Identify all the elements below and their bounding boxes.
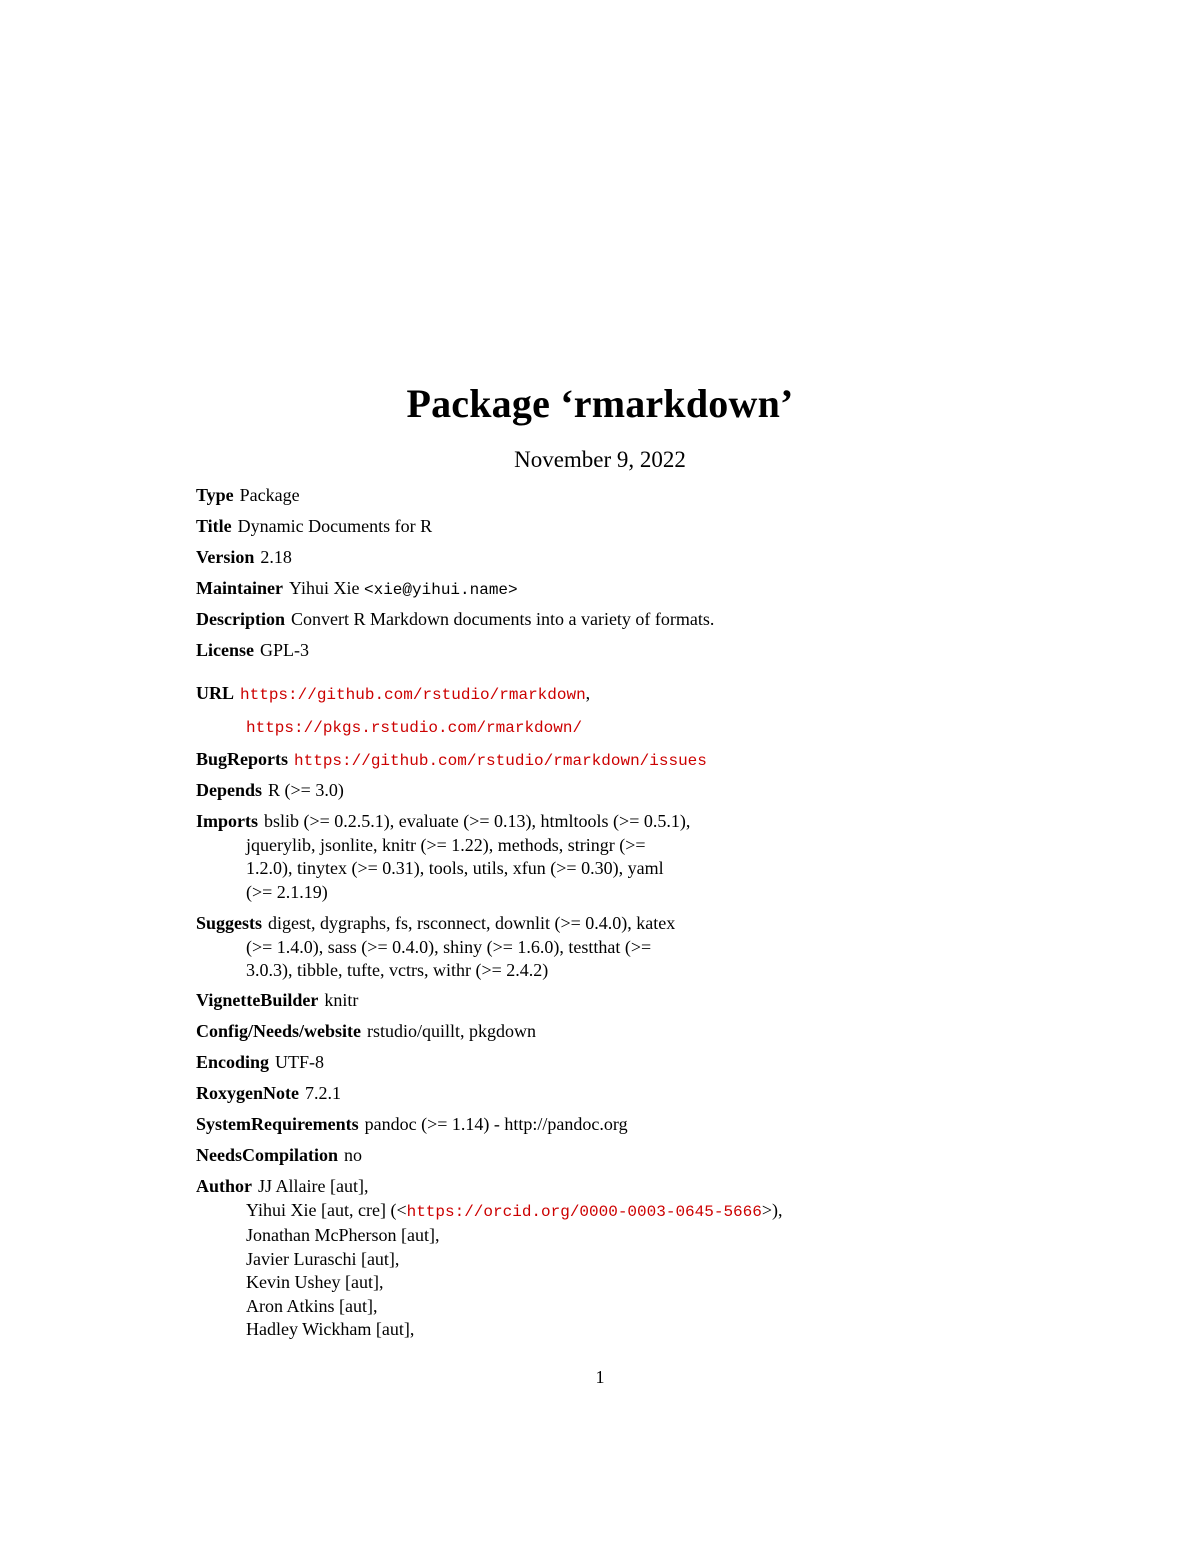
field-key: BugReports: [196, 749, 289, 769]
field-imports: [196, 810, 976, 904]
field-key: Version: [196, 547, 255, 567]
field-title: [196, 515, 976, 539]
field-key: SystemRequirements: [196, 1114, 359, 1134]
field-value: Dynamic Documents for R: [237, 516, 433, 536]
document-title: Package ‘rmarkdown’: [406, 381, 794, 426]
field-key: License: [196, 640, 254, 660]
field-key: Title: [196, 516, 232, 536]
field-systemrequirements: [196, 1113, 976, 1137]
field-value: GPL-3: [260, 640, 309, 660]
suggests-line: digest, dygraphs, fs, rsconnect, downlit (>= 0.4.0), katex: [268, 913, 676, 933]
field-key: URL: [196, 683, 235, 703]
field-config-needs-website: [196, 1020, 976, 1044]
suggests-line: 3.0.3), tibble, tufte, vctrs, withr (>= 2.4.2): [246, 960, 549, 980]
field-key: Imports: [196, 811, 258, 831]
field-roxygennote: [196, 1082, 976, 1106]
field-key: Suggests: [196, 913, 263, 933]
author-line: JJ Allaire [aut],: [258, 1176, 369, 1196]
author-yihui-text: Yihui Xie [aut, cre] (<: [246, 1199, 407, 1220]
field-value: 2.18: [260, 547, 292, 567]
field-value: UTF-8: [275, 1052, 325, 1072]
field-value: no: [344, 1145, 363, 1165]
field-key: VignetteBuilder: [196, 990, 319, 1010]
author-line: [196, 1199, 976, 1225]
field-encoding: [196, 1051, 976, 1075]
author-yihui-close: >),: [761, 1199, 783, 1220]
field-value: Convert R Markdown documents into a variety of formats.: [291, 609, 715, 629]
field-license: [196, 639, 976, 663]
maintainer-email: <xie@yihui.name>: [364, 581, 518, 599]
field-key: Depends: [196, 780, 263, 800]
field-bugreports: [196, 748, 976, 774]
document-date: November 9, 2022: [514, 447, 686, 472]
field-key: RoxygenNote: [196, 1083, 299, 1103]
field-url: [196, 678, 976, 744]
field-value: 7.2.1: [304, 1083, 341, 1103]
field-key: NeedsCompilation: [196, 1145, 339, 1165]
maintainer-name: Yihui Xie: [289, 578, 360, 598]
url-link-github[interactable]: https://github.com/rstudio/rmarkdown: [240, 686, 586, 704]
field-version: [196, 546, 976, 570]
author-line: Jonathan McPherson [aut],: [246, 1225, 440, 1245]
field-vignettebuilder: [196, 989, 976, 1013]
field-key: Maintainer: [196, 578, 283, 598]
bugreports-link[interactable]: https://github.com/rstudio/rmarkdown/issues: [294, 752, 707, 770]
imports-line: jquerylib, jsonlite, knitr (>= 1.22), methods, stringr (>=: [246, 834, 646, 855]
suggests-line: (>= 1.4.0), sass (>= 0.4.0), shiny (>= 1.6.0), testthat (>=: [246, 936, 652, 957]
url-link-pkgs[interactable]: https://pkgs.rstudio.com/rmarkdown/: [246, 719, 583, 737]
field-value: rstudio/quillt, pkgdown: [367, 1021, 537, 1041]
orcid-link[interactable]: https://orcid.org/0000-0003-0645-5666: [406, 1202, 762, 1221]
field-description: [196, 608, 976, 632]
field-key: Config/Needs/website: [196, 1021, 361, 1041]
field-type: [196, 484, 976, 508]
imports-line: (>= 2.1.19): [246, 881, 328, 902]
author-line: Javier Luraschi [aut],: [246, 1248, 400, 1269]
field-key: Author: [196, 1176, 253, 1196]
author-line: Kevin Ushey [aut],: [246, 1272, 384, 1292]
author-line: Hadley Wickham [aut],: [246, 1319, 415, 1339]
field-maintainer: [196, 577, 976, 603]
field-value: R (>= 3.0): [268, 780, 344, 800]
field-key: Description: [196, 609, 285, 629]
author-line: Aron Atkins [aut],: [246, 1295, 378, 1316]
imports-line: bslib (>= 0.2.5.1), evaluate (>= 0.13), htmltools (>= 0.5.1),: [264, 811, 691, 831]
field-author: [196, 1175, 976, 1342]
field-value: Package: [239, 485, 300, 505]
field-key: Encoding: [196, 1052, 270, 1072]
field-value: pandoc (>= 1.14) - http://pandoc.org: [364, 1114, 628, 1134]
url-separator: ,: [585, 683, 591, 703]
imports-line: 1.2.0), tinytex (>= 0.31), tools, utils, xfun (>= 0.30), yaml: [246, 858, 664, 878]
field-value: knitr: [324, 990, 359, 1010]
field-depends: [196, 779, 976, 803]
page-number: 1: [595, 1367, 605, 1387]
field-key: Type: [196, 485, 234, 505]
field-suggests: [196, 912, 976, 983]
field-needscompilation: [196, 1144, 976, 1168]
